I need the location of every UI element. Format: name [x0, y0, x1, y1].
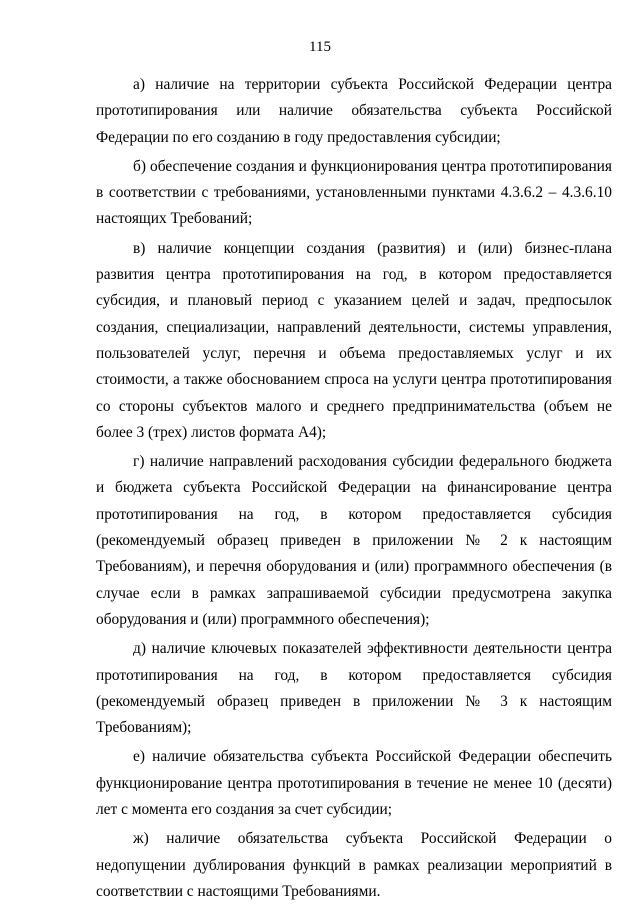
paragraph-b: б) обеспечение создания и функционирования центра прототипирования в соответствии с требованиями, установленными пунктами 4.3.6.2 – 4.3.6.10 настоящих Требований; [96, 157, 612, 228]
paragraph-a: а) наличие на территории субъекта Российской Федерации центра прототипирования или наличие обязательства субъекта Российской Федерации по его созданию в году предоставления субсидии; [96, 76, 612, 146]
paragraph-e: е) наличие обязательства субъекта Российской Федерации обеспечить функционирование центра прототипирования в течение не менее 10 (десяти) лет с момента его создания за счет субсидии; [96, 748, 612, 819]
paragraph-d: д) наличие ключевых показателей эффективности деятельности центра прототипирования на год, в котором предоставляется субсидия (рекомендуемый образец приведен в приложении № 3 к настоящим Требованиям); [96, 640, 612, 737]
paragraph-g: г) наличие направлений расходования субсидии федерального бюджета и бюджета субъекта Российской Федерации на финансирование центра прототипирования на год, в котором предоставляется субсидия (рекомендуемый образец приведен в приложении № 2 к настоящим Требованиям), и перечня оборудования и (или) программного обеспечения (в случае если в рамках запрашиваемой субсидии предусмотрена закупка оборудования и (или) программного обеспечения); [96, 453, 612, 628]
document-body [96, 72, 612, 908]
paragraph-zh: ж) наличие обязательства субъекта Российской Федерации о недопущении дублирования функций в рамках реализации мероприятий в соответствии с настоящими Требованиями. [96, 830, 612, 900]
page-number: 115 [309, 39, 331, 55]
paragraph-v: в) наличие концепции создания (развития) и (или) бизнес-плана развития центра прототипирования на год, в котором предоставляется субсидия, и плановый период с указанием целей и задач, предпосылок создания, специализации, направлений деятельности, системы управления, пользователей услуг, перечня и объема предоставляемых услуг и их стоимости, а также обоснованием спроса на услуги центра прототипирования со стороны субъектов малого и среднего предпринимательства (объем не более 3 (трех) листов формата А4); [96, 239, 612, 441]
